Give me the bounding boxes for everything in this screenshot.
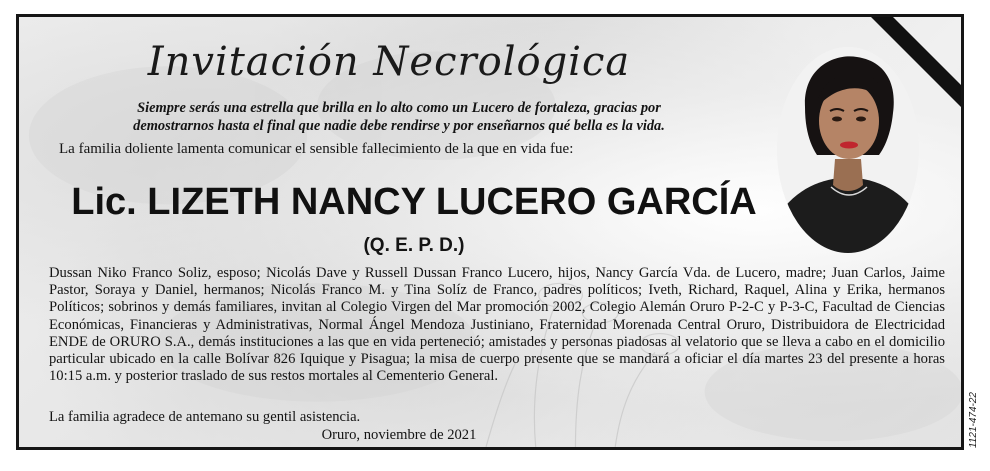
invitation-body: Dussan Niko Franco Soliz, esposo; Nicolás Dave y Russell Dussan Franco Lucero, hijos, Nancy García Vda. de Lucero, madre; Juan Carlos, Jaime Pastor, Soraya y Daniel, hermanos; Nicolás Franco M. y Tina Solíz de Franco, padres políticos; Iveth, Richard, Raquel, Alina y Erika, hermanos Políticos; sobrinos y demás familiares, invitan al Colegio Virgen del Mar promoción 2002, Colegio Alemán Oruro P-2-C y P-3-C, Facultad de Ciencias Económicas, Financieras y Administrativas, Normal Ángel Mendoza Justiniano, Fraternidad Morenada Central Oruro, Distribuidora de Electricidad ENDE de ORURO S.A., demás instituciones a las que en vida perteneció; amistades y personas piadosas al velatorio que se lleva a cabo en el domicilio particular ubicado en la calle Bolívar 826 Iquique y Pisagua; la misa de cuerpo presente que se mandará a oficiar el día martes 23 del presente a horas 10:15 a.m. y posterior traslado de sus restos mortales al Cementerio General.: [49, 265, 945, 385]
thanks-text: La familia agradece de antemano su gentil asistencia.: [49, 409, 361, 425]
quote-line-2: demostrarnos hasta el final que nadie debe rendirse y por enseñarnos qué bella es la vida.: [133, 118, 665, 134]
memorial-quote: [59, 99, 739, 135]
qepd-label: (Q. E. P. D.): [363, 235, 465, 256]
deceased-name: Lic. LIZETH NANCY LUCERO GARCÍA: [71, 181, 757, 223]
obituary-card: [16, 14, 964, 450]
mourning-ribbon-icon: [831, 17, 961, 147]
quote-line-1: Siempre serás una estrella que brilla en lo alto como un Lucero de fortaleza, gracias por: [137, 100, 661, 116]
reference-code: 1121-474-22: [968, 392, 979, 448]
notice-title: Invitación Necrológica: [147, 39, 631, 85]
intro-text: La familia doliente lamenta comunicar el sensible fallecimiento de la que en vida fue:: [59, 141, 574, 157]
place-date: Oruro, noviembre de 2021: [321, 427, 477, 443]
